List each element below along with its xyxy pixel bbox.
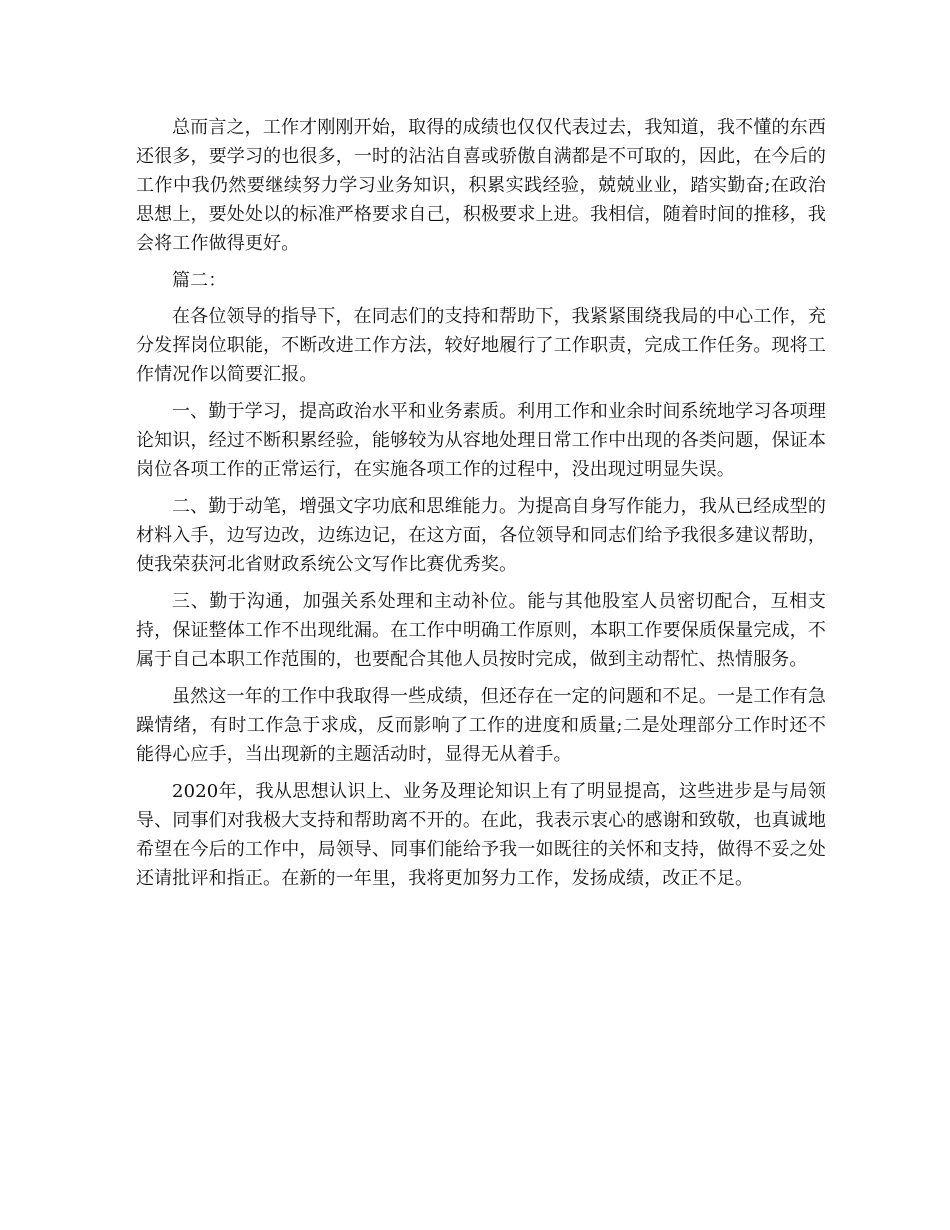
paragraph-closing: 2020年，我从思想认识上、业务及理论知识上有了明显提高，这些进步是与局领导、同事们对我极大支持和帮助离不开的。在此，我表示衷心的感谢和致敬，也真诚地希望在今后的工作中，局领导、同事们能给予我一如既往的关怀和支持，做得不妥之处还请批评和指正。在新的一年里，我将更加努力工作，发扬成绩，改正不足。 [136,781,826,889]
paragraph-communication: 三、勤于沟通，加强关系处理和主动补位。能与其他股室人员密切配合，互相支持，保证整体工作不出现纰漏。在工作中明确工作原则，本职工作要保质保量完成，不属于自己本职工作范围的，也要配合其他人员按时完成，做到主动帮忙、热情服务。 [136,591,826,670]
paragraph-study: 一、勤于学习，提高政治水平和业务素质。利用工作和业余时间系统地学习各项理论知识，经过不断积累经验，能够较为从容地处理日常工作中出现的各类问题，保证本岗位各项工作的正常运行，在实施各项工作的过程中，没出现过明显失误。 [136,401,826,480]
paragraph-intro: 在各位领导的指导下，在同志们的支持和帮助下，我紧紧围绕我局的中心工作，充分发挥岗位职能，不断改进工作方法，较好地履行了工作职责，完成工作任务。现将工作情况作以简要汇报。 [136,306,826,385]
document-page [136,113,826,901]
paragraph-shortcomings: 虽然这一年的工作中我取得一些成绩，但还存在一定的问题和不足。一是工作有急躁情绪，有时工作急于求成，反而影响了工作的进度和质量;二是处理部分工作时还不能得心应手，当出现新的主题活动时，显得无从着手。 [136,686,826,765]
paragraph-writing: 二、勤于动笔，增强文字功底和思维能力。为提高自身写作能力，我从已经成型的材料入手，边写边改，边练边记，在这方面，各位领导和同志们给予我很多建议帮助，使我荣获河北省财政系统公文写作比赛优秀奖。 [136,496,826,575]
paragraph-conclusion: 总而言之，工作才刚刚开始，取得的成绩也仅仅代表过去，我知道，我不懂的东西还很多，要学习的也很多，一时的沾沾自喜或骄傲自满都是不可取的，因此，在今后的工作中我仍然要继续努力学习业务知识，积累实践经验，兢兢业业，踏实勤奋;在政治思想上，要处处以的标准严格要求自己，积极要求上进。我相信，随着时间的推移，我会将工作做得更好。 [136,117,826,254]
section-heading: 篇二： [172,270,227,291]
